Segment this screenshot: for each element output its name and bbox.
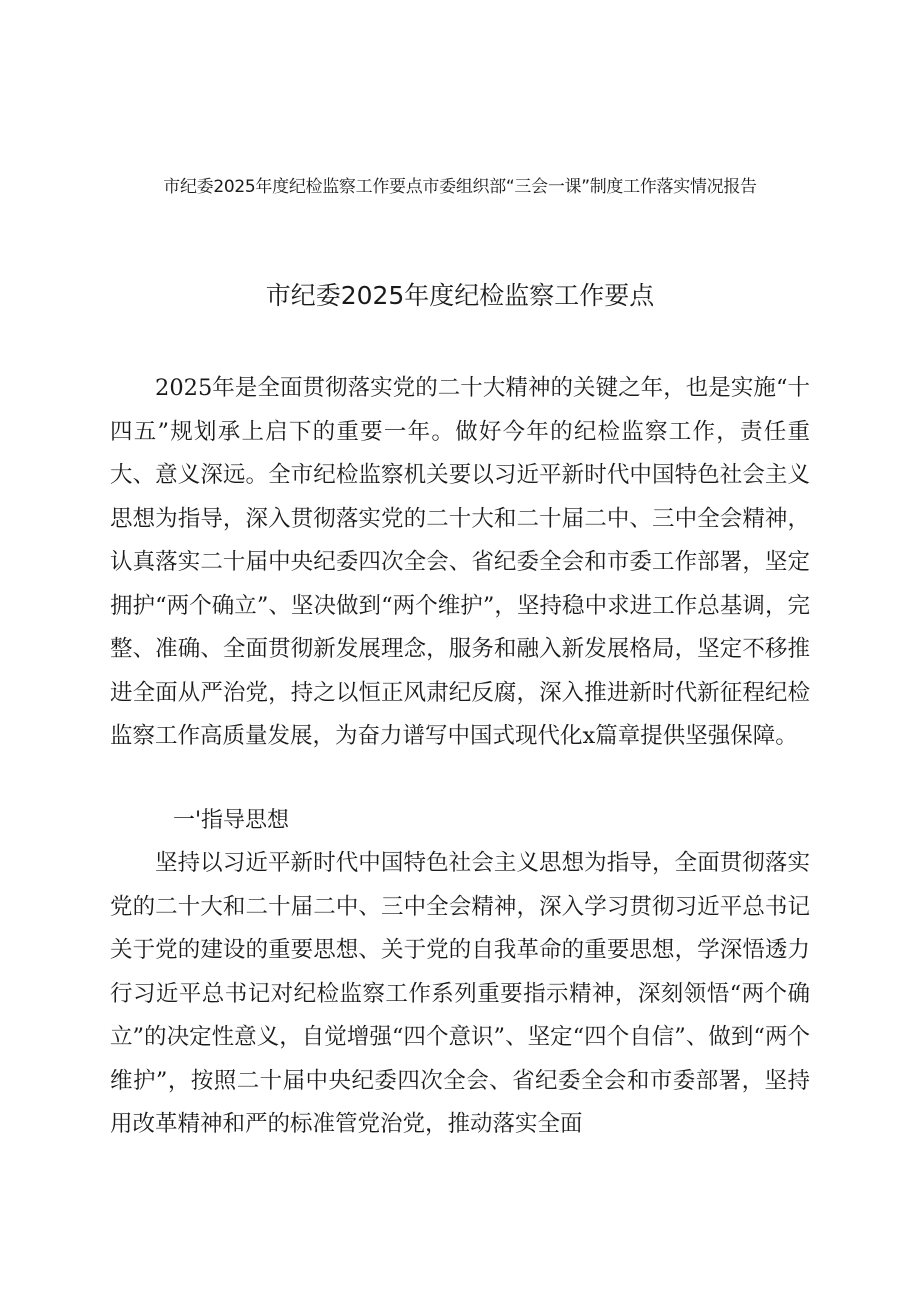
guiding-thought-paragraph: 坚持以习近平新时代中国特色社会主义思想为指导，全面贯彻落实党的二十大和二十届二中、三中全会精神，深入学习贯彻习近平总书记关于党的建设的重要思想、关于党的自我革命的重要思想，学深悟透力行习近平总书记对纪检监察工作系列重要指示精神，深刻领悟“两个确立”的决定性意义，自觉增强“四个意识”、坚定“四个自信”、做到“两个维护”，按照二十届中央纪委四次全会、省纪委全会和市委部署，坚持用改革精神和严的标准管党治党，推动落实全面: [110, 850, 810, 1137]
intro-paragraph: 2025年是全面贯彻落实党的二十大精神的关键之年，也是实施“十四五”规划承上启下的重要一年。做好今年的纪检监察工作，责任重大、意义深远。全市纪检监察机关要以习近平新时代中国特色社会主义思想为指导，深入贯彻落实党的二十大和二十届二中、三中全会精神，认真落实二十届中央纪委四次全会、省纪委全会和市委工作部署，坚定拥护“两个确立”、坚决做到“两个维护”，坚持稳中求进工作总基调，完整、准确、全面贯彻新发展理念，服务和融入新发展格局，坚定不移推进全面从严治党，持之以恒正风肃纪反腐，深入推进新时代新征程纪检监察工作高质量发展，为奋力谱写中国式现代化x篇章提供坚强保障。: [110, 375, 810, 749]
document-header: 市纪委2025年度纪检监察工作要点市委组织部“三会一课”制度工作落实情况报告: [163, 177, 757, 197]
section-heading-guiding-thought: 一'指导思想: [173, 808, 290, 833]
document-title: 市纪委2025年度纪检监察工作要点: [265, 281, 655, 310]
